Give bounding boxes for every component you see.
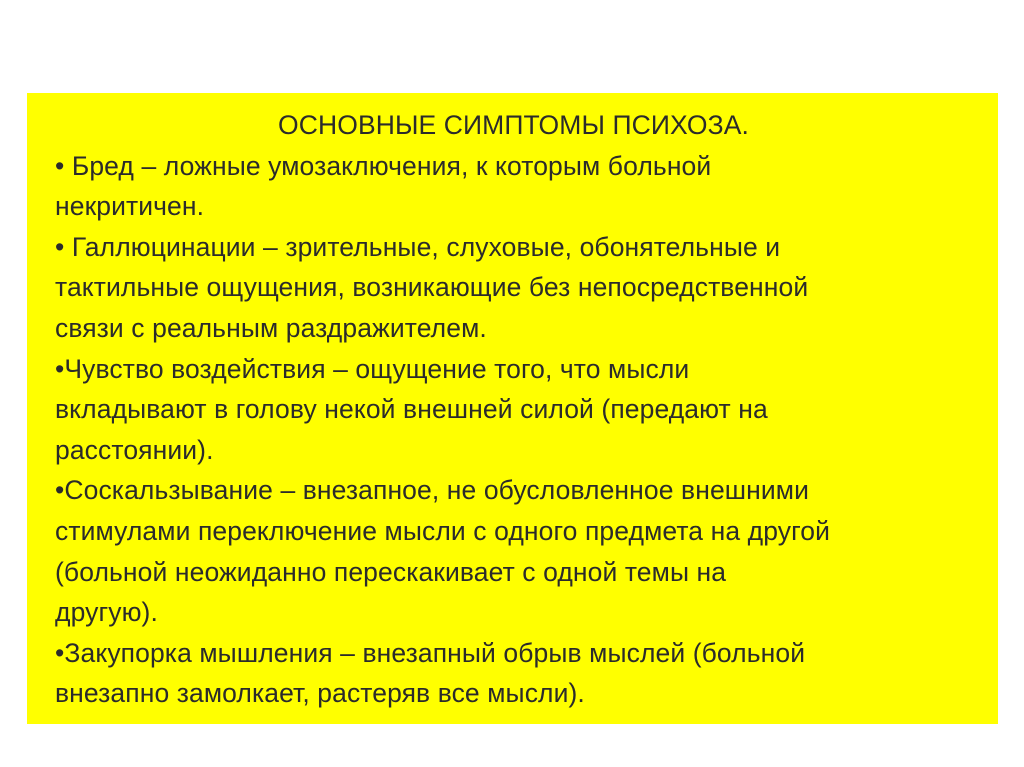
list-item-blocking: [55, 633, 978, 714]
list-item-delusion: [55, 146, 978, 227]
content-box: [27, 93, 998, 724]
list-item-line: •Соскальзывание – внезапное, не обусловленное внешними: [55, 475, 809, 506]
list-item-line: • Галлюцинации – зрительные, слуховые, обонятельные и: [55, 231, 781, 262]
list-item-line: расстоянии).: [55, 434, 214, 465]
list-item-influence: [55, 349, 978, 471]
list-item-line: другую).: [55, 597, 158, 628]
list-item-line: •Закупорка мышления – внезапный обрыв мыслей (больной: [55, 637, 806, 668]
list-item-line: связи с реальным раздражителем.: [55, 312, 487, 343]
list-item-line: (больной неожиданно перескакивает с одной темы на: [55, 556, 727, 587]
list-item-hallucinations: [55, 227, 978, 349]
list-item-line: внезапно замолкает, растеряв все мысли).: [55, 678, 585, 709]
list-item-slipping: [55, 470, 978, 632]
list-item-line: тактильные ощущения, возникающие без непосредственной: [55, 272, 809, 303]
slide-text: [55, 105, 978, 714]
list-item-line: вкладывают в голову некой внешней силой (передают на: [55, 394, 768, 425]
slide-title: ОСНОВНЫЕ СИМПТОМЫ ПСИХОЗА.: [278, 110, 749, 140]
list-item-line: •Чувство воздействия – ощущение того, что мысли: [55, 353, 690, 384]
list-item-line: стимулами переключение мысли с одного предмета на другой: [55, 515, 831, 546]
list-item-line: • Бред – ложные умозаключения, к которым больной: [55, 150, 712, 181]
list-item-line: некритичен.: [55, 191, 205, 222]
